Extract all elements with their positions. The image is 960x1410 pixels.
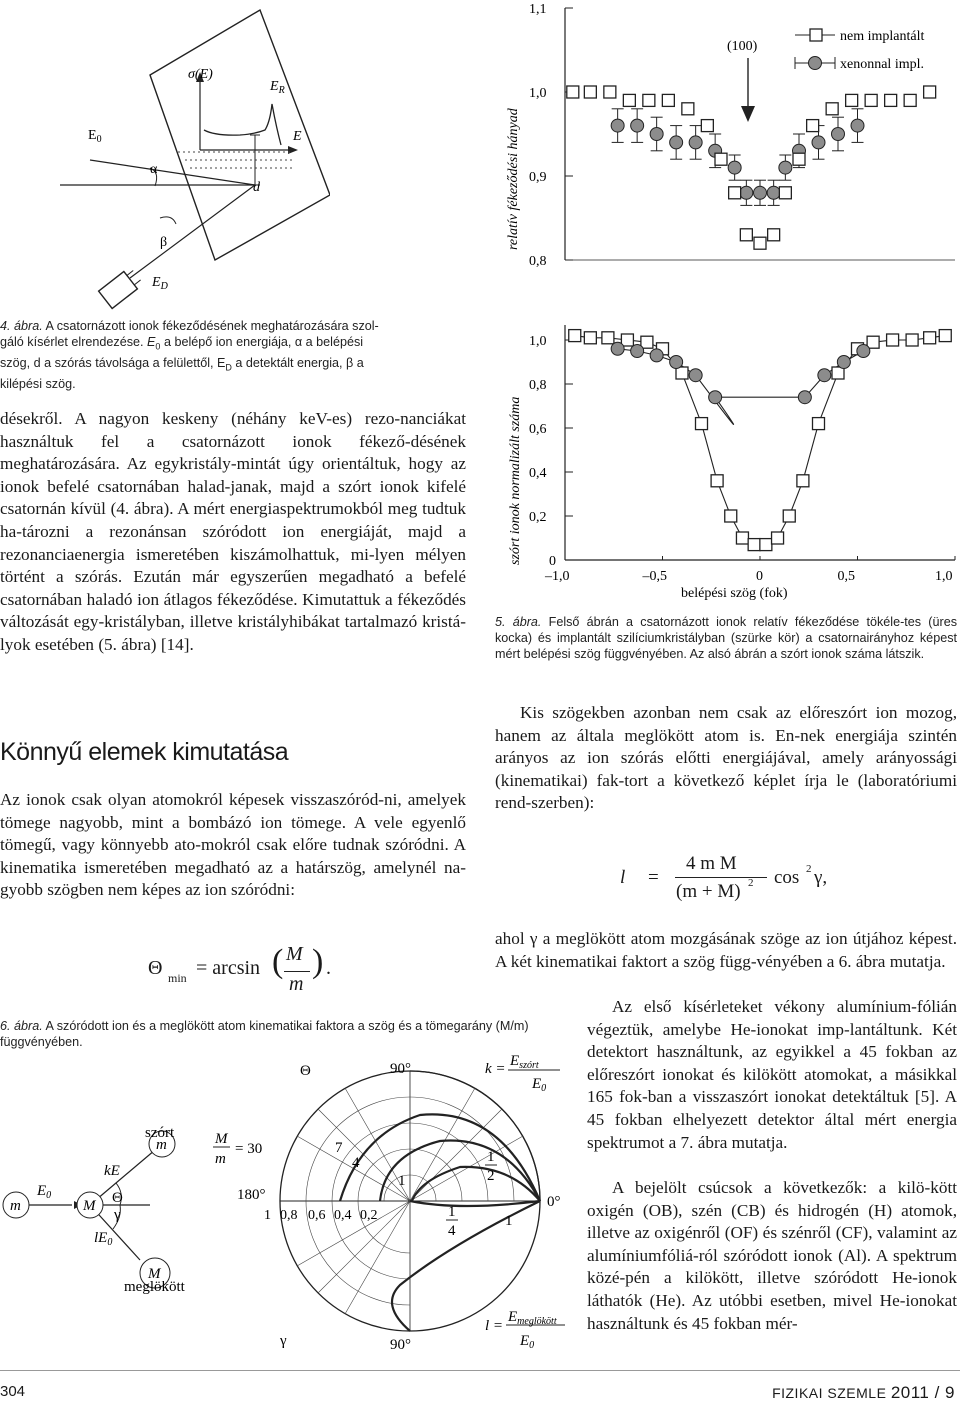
unimplanted-point — [793, 153, 805, 165]
unimplanted-point — [783, 510, 795, 522]
xenon-point — [767, 186, 780, 199]
unimplanted-point — [826, 103, 838, 115]
unimplanted-point — [865, 94, 877, 106]
top-ytick-label: 0,8 — [529, 254, 547, 269]
unimplanted-point — [740, 229, 752, 241]
xenon-point — [650, 349, 663, 362]
top-ytick-label: 0,9 — [529, 170, 547, 185]
figure-5-caption: 5. ábra. Felső ábrán a csatornázott ionok relatív fékeződése tökéle-tes (üres kocka) és implantált szilíciumkristályban (szürke kör) a csatornairányhoz képest mért belépési szög függvényében. Az alsó ábrán a szórt ionok száma látszik. — [495, 615, 958, 662]
unimplanted-point — [939, 330, 951, 342]
svg-text:E0: $E_0$ — [532, 1076, 547, 1094]
svg-text:M: M — [83, 1198, 96, 1214]
section-heading: Könnyű elemek kimutatása — [0, 738, 289, 766]
unimplanted-point — [779, 187, 791, 199]
unimplanted-point — [924, 332, 936, 344]
fig4-sigma-label: σ(E) — [188, 67, 213, 82]
unimplanted-point — [754, 237, 766, 249]
top-ytick-label: 1,1 — [529, 2, 547, 17]
unimplanted-point — [584, 86, 596, 98]
svg-text:= 30: = 30 — [235, 1141, 263, 1157]
unimplanted-point — [569, 330, 581, 342]
unimplanted-point — [643, 94, 655, 106]
body-paragraph-6: A bejelölt csúcsok a következők: a kilö-kött oxigén (OB), szén (CB) és hidrogén (H) atomok, illetve az oxigénről (OF) és szénről (CF), valamint az alumíniumfóliá-ról szóródott ionok (Al). A spektrum közé-pén a kilökött, illetve szóródott He-ionok láthatók (He). Az utóbbi esetben, mivel He-ionokat használtunk és 45 fokban mér- — [587, 1178, 957, 1333]
body-paragraph-2: Az ionok csak olyan atomokról képesek visszaszóród-ni, amelyek tömege nagyobb, mint a bombázó ion tömege. A vele egyenlő tömegű, vagy könnyebb ato-mokról csak előre tudnak szóródni. A kinematika ismeretében megadható az a határszög, amelynél na-gyobb szögben nem képes az ion szóródni: — [0, 790, 466, 900]
xenon-point — [779, 161, 792, 174]
fig4-ed-label: $E_D$ — [152, 275, 168, 292]
unimplanted-line — [575, 336, 946, 545]
xenon-point — [798, 391, 811, 404]
unimplanted-point — [885, 94, 897, 106]
body-paragraph-5: Az első kísérleteket vékony alumínium-fólián végeztük, amelybe He-ionokat imp-lantáltunk. Két detektort használtunk, az egyikkel a 45 fokban az előreszórt ionokat és kilökött atomokat, a másikkal 165 fok-ban a visszaszórt ionokat detektáltuk [5]. A 45 fokban elhelyezett detektor által mért energia spektrumot a 7. ábra mutatja. — [587, 997, 957, 1152]
unimplanted-point — [715, 153, 727, 165]
svg-text:Θ: Θ — [300, 1063, 311, 1079]
unimplanted-point — [584, 332, 596, 344]
svg-text:M: M — [148, 1266, 161, 1282]
xenon-point — [851, 119, 864, 132]
bottom-xtick-label: –0,5 — [642, 569, 667, 584]
svg-text:180°: 180° — [237, 1187, 266, 1203]
figure-6-diagram — [0, 1055, 580, 1355]
svg-text:Emeglökött: $E_{meglökött}$ — [508, 1309, 557, 1327]
svg-text:Eszórt: $E_{szórt}$ — [510, 1055, 539, 1071]
xenon-point — [631, 119, 644, 132]
unimplanted-point — [887, 334, 899, 346]
xenon-point — [812, 136, 825, 149]
unimplanted-point — [813, 418, 825, 430]
fig4-beta-label: β — [160, 235, 168, 250]
unimplanted-point — [604, 86, 616, 98]
fig4-er-label: $E_R$ — [270, 79, 285, 96]
svg-text:γ: γ — [280, 1333, 287, 1349]
bottom-ytick-label: 0,2 — [529, 510, 547, 525]
svg-text:0,2: 0,2 — [360, 1208, 378, 1223]
svg-text:m: m — [215, 1151, 226, 1167]
unimplanted-point — [641, 336, 653, 348]
unimplanted-point — [621, 334, 633, 346]
svg-text:1: 1 — [487, 1149, 495, 1165]
journal-footer: FIZIKAI SZEMLE 2011 / 9 — [772, 1383, 955, 1402]
svg-text:90°: 90° — [390, 1061, 411, 1077]
unimplanted-point — [567, 86, 579, 98]
page-number: 304 — [0, 1383, 26, 1400]
unimplanted-point — [748, 539, 760, 551]
body-paragraph-3: Kis szögekben azonban nem csak az előreszórt ion mozog, hanem az általa meglökött atom is. En-nek energiája szintén arányos az ion szórás előtti energiájával, amely arányossági (kinematikai) fak-tort a következő képlet írja le (laboratóriumi rend-szerben): — [495, 703, 957, 813]
xenon-point — [728, 161, 741, 174]
svg-text:4: 4 — [448, 1223, 456, 1239]
unimplanted-point — [696, 418, 708, 430]
footer-rule — [0, 1370, 960, 1371]
unimplanted-point — [904, 94, 916, 106]
unimplanted-point — [807, 120, 819, 132]
xenon-point — [631, 345, 644, 358]
unimplanted-point — [867, 336, 879, 348]
bottom-xtick-label: –1,0 — [545, 569, 570, 584]
bottom-ytick-label: 0,4 — [529, 466, 547, 481]
unimplanted-point — [711, 475, 723, 487]
bottom-ytick-label: 0,8 — [529, 378, 547, 393]
svg-text:E0: $E_0$ — [37, 1183, 52, 1201]
fig4-d-label: d — [253, 180, 260, 195]
unimplanted-point — [623, 94, 635, 106]
svg-text:2: 2 — [487, 1168, 495, 1184]
unimplanted-point — [701, 120, 713, 132]
unimplanted-point — [797, 475, 809, 487]
xenon-point — [832, 128, 845, 141]
unimplanted-point — [602, 332, 614, 344]
svg-text:M: M — [215, 1131, 228, 1147]
xenon-point — [857, 345, 870, 358]
bottom-xlabel: belépési szög (fok) — [681, 586, 788, 601]
fig4-alpha-label: α — [150, 162, 158, 177]
body-paragraph-1: désekről. A nagyon keskeny (néhány keV-es) rezo-nanciákat használtuk fel a csatornázott ionok fékező-désének meghatározására. Az egykristály-mintát úgy orientáltuk, hogy az ionok befelé csatornában halad-janak, majd a szórt ionok kifelé csatornán kívül (4. ábra). A mért energiaspektrumokból meg tudtuk ha-tározni a rezonánsan szóródott ion energiáját, majd a rezonanciaenergia ismeretében kiszámolhattuk, mi-lyen mélyen történt a szórás. Ezután már egyszerűen megadható a befelé csatornában haladó ion átlagos fékeződése. Kimutattuk a fékeződés változását egy-kristályban, illetve kristályhibákat tartalmazó kristá-lyok esetében (5. ábra) [14]. — [0, 409, 466, 654]
unimplanted-point — [924, 86, 936, 98]
xenon-point — [709, 391, 722, 404]
xenon-point — [837, 356, 850, 369]
xenon-point — [754, 186, 767, 199]
figure-4-caption: 4. ábra. A csatornázott ionok fékeződésének meghatározására szol- gáló kísérlet elrendezése. $E_0$ a belépő ion energiája, α a belépési szög, d a szórás távolsága a felülettől, $E_D$ a detektált energia, β a kilépési szög. — [0, 319, 379, 391]
bottom-xtick-label: 0,5 — [837, 569, 855, 584]
xenon-point — [670, 136, 683, 149]
xenon-point — [818, 369, 831, 382]
formula-kinematic-factor: l = 4 m M (m + M) 2 cos 2 γ, — [620, 853, 828, 902]
unimplanted-point — [768, 229, 780, 241]
svg-text:0,8: 0,8 — [280, 1208, 298, 1223]
unimplanted-point — [772, 532, 784, 544]
svg-text:m: m — [156, 1137, 167, 1153]
bottom-ytick-label: 0,6 — [529, 422, 547, 437]
xenon-point — [689, 369, 702, 382]
svg-text:m: m — [10, 1198, 21, 1214]
xenon-point — [670, 356, 683, 369]
unimplanted-point — [662, 94, 674, 106]
unimplanted-point — [736, 532, 748, 544]
svg-text:7: 7 — [335, 1140, 343, 1156]
svg-text:90°: 90° — [390, 1337, 411, 1353]
top-ylabel: relatív fékeződési hányad — [506, 108, 521, 250]
unimplanted-point — [760, 539, 772, 551]
svg-text:E0: $E_0$ — [520, 1333, 535, 1351]
spectrum-curve — [204, 104, 281, 145]
legend — [795, 29, 924, 72]
xenon-point — [740, 186, 753, 199]
unimplanted-point — [846, 94, 858, 106]
svg-text:1: 1 — [264, 1208, 271, 1223]
xenon-point — [689, 136, 702, 149]
svg-text:kE: kE — [104, 1163, 120, 1179]
formula-theta-min: Θ min = arcsin ( M m ) . — [148, 943, 331, 995]
xenon-point — [611, 342, 624, 355]
unimplanted-point — [729, 187, 741, 199]
svg-text:0°: 0° — [547, 1194, 561, 1210]
svg-text:γ: γ — [114, 1207, 121, 1223]
unimplanted-point — [725, 510, 737, 522]
unimplanted-point — [682, 103, 694, 115]
svg-text:l =: l = — [485, 1318, 504, 1334]
svg-text:1: 1 — [505, 1213, 513, 1229]
bottom-xtick-label: 0 — [756, 569, 763, 584]
svg-text:meglökött: meglökött — [124, 1279, 185, 1295]
arrow-label: (100) — [727, 39, 758, 54]
svg-text:1: 1 — [448, 1204, 456, 1220]
svg-text:0,6: 0,6 — [308, 1208, 326, 1223]
top-ytick-label: 1,0 — [529, 86, 547, 101]
figure-6-caption: 6. ábra. A szóródott ion és a meglökött atom kinematikai faktora a szög és a tömegarány (M/m) függvényében. — [0, 1019, 529, 1050]
bottom-ytick-label: 0 — [549, 554, 556, 569]
legend-entry-2: xenonnal impl. — [840, 57, 924, 72]
fig4-e-label: E — [293, 129, 302, 144]
figure-5-chart — [495, 0, 960, 610]
figure-4-diagram — [0, 0, 330, 310]
xenon-point — [650, 128, 663, 141]
svg-text:4: 4 — [352, 1155, 360, 1171]
svg-text:szórt: szórt — [145, 1125, 175, 1141]
svg-text:Θ: Θ — [112, 1190, 123, 1206]
svg-text:1: 1 — [398, 1173, 406, 1189]
bottom-ytick-label: 1,0 — [529, 334, 547, 349]
svg-text:0,4: 0,4 — [334, 1208, 352, 1223]
body-paragraph-4: ahol γ a meglökött atom mozgásának szöge az ion útjához képest. A két kinematikai faktort a szög függ-vényében a 6. ábra mutatja. — [495, 929, 957, 971]
xenon-point — [611, 119, 624, 132]
svg-text:lE0: $lE_0$ — [94, 1230, 113, 1248]
unimplanted-point — [906, 334, 918, 346]
fig4-e0-label: $E_0$ — [88, 128, 102, 145]
legend-entry-1: nem implantált — [840, 29, 925, 44]
svg-text:k =: k = — [485, 1061, 506, 1077]
bottom-xtick-label: 1,0 — [935, 569, 953, 584]
bottom-ylabel: szórt ionok normalizált száma — [508, 396, 523, 565]
